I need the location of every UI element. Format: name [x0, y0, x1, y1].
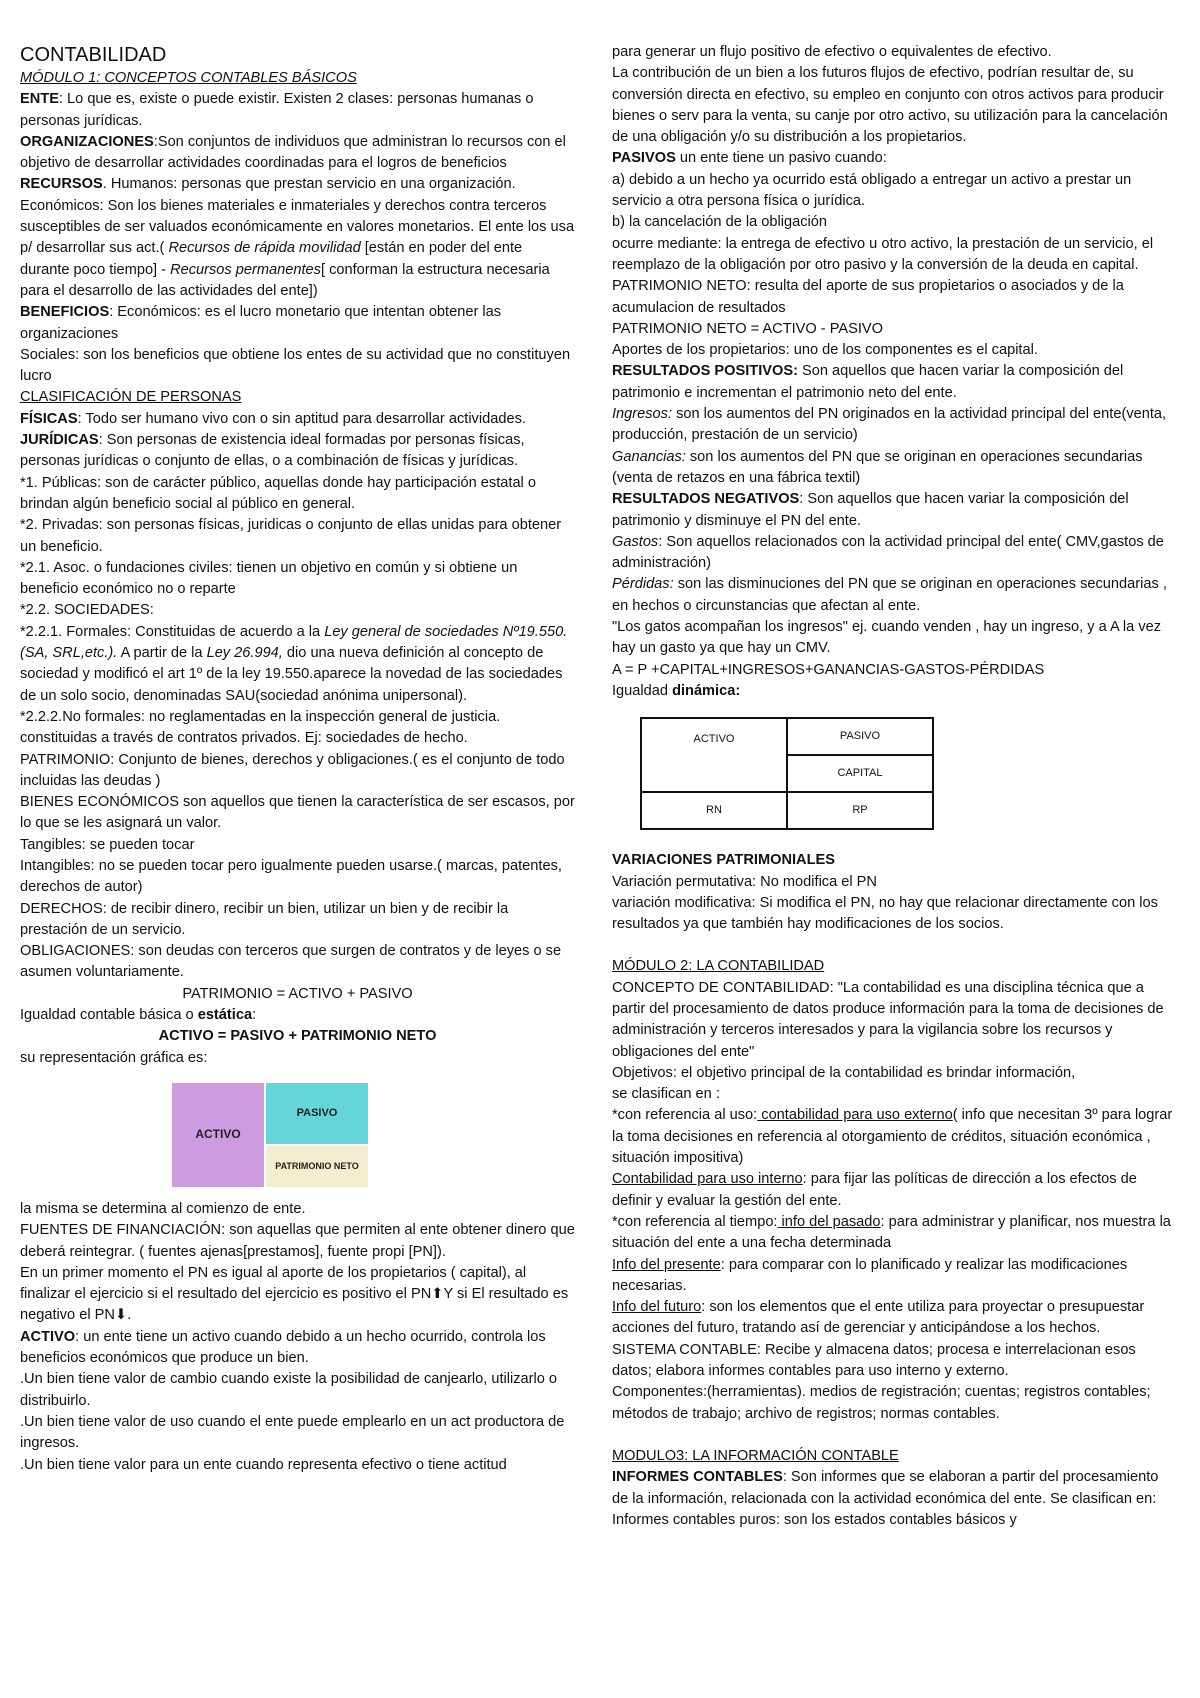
pn-formula: PATRIMONIO NETO = ACTIVO - PASIVO — [612, 320, 883, 337]
diagram-activo: ACTIVO — [172, 1083, 264, 1187]
derechos-paragraph: DERECHOS: de recibir dinero, recibir un bien, utilizar un bien y de recibir la prestación de un servicio. — [20, 900, 509, 938]
tangibles-paragraph: Tangibles: se pueden tocar — [20, 836, 195, 853]
fisicas-paragraph — [20, 409, 575, 430]
valor-cambio-paragraph: .Un bien tiene valor de cambio cuando existe la posibilidad de canjearlo, utilizarlo o distribuirlo. — [20, 1371, 558, 1409]
text: : Son aquellos relacionados con la actividad principal del ente( CMV,gastos de administración) — [612, 533, 1164, 572]
text: ( info que necesitan 3º para lograr la toma decisiones en referencia al otorgamiento de créditos, situación económica , situación impositiva) — [612, 1107, 1173, 1167]
term: info del pasado — [777, 1213, 881, 1230]
text: : para comparar con lo planificado y realizar las modificaciones necesarias. — [612, 1256, 1128, 1294]
term: Ganancias: — [612, 448, 686, 465]
text: : para fijar las políticas de dirección a los efectos de definir y evaluar la gestión del ente. — [612, 1171, 1137, 1209]
text: : Lo que es, existe o puede existir. Existen 2 clases: personas humanas o personas jurídicas. — [20, 91, 534, 129]
sistema-paragraph: SISTEMA CONTABLE: Recibe y almacena datos; procesa e interrelacionan esos datos; elabora informes contables para uso interno y externo. — [612, 1341, 1136, 1380]
term: INFORMES CONTABLES — [612, 1469, 783, 1486]
term: Pérdidas: — [612, 576, 674, 593]
text: : Son personas de existencia ideal formadas por personas físicas, personas jurídicas o conjunto de ellas, o a combinación de físicas y jurídicas. — [20, 432, 525, 470]
objetivos-paragraph: Objetivos: el objetivo principal de la contabilidad es brindar información, — [612, 1064, 1076, 1081]
informes-puros-paragraph: Informes contables puros: son los estados contables básicos y — [612, 1511, 1017, 1528]
misma-paragraph: la misma se determina al comienzo de ente. — [20, 1200, 306, 1217]
aportes-paragraph: Aportes de los propietarios: uno de los componentes es el capital. — [612, 342, 1038, 359]
term: FÍSICAS — [20, 410, 78, 427]
text: [están en poder del ente durante poco tiempo] - — [20, 240, 523, 278]
term: BENEFICIOS — [20, 304, 110, 321]
module-1-heading: MÓDULO 1: CONCEPTOS CONTABLES BÁSICOS — [20, 70, 357, 86]
info-pasado-paragraph — [612, 1212, 1178, 1255]
text: *con referencia al uso: — [612, 1107, 758, 1124]
term: ENTE — [20, 91, 59, 108]
igualdad-estatica — [20, 1005, 575, 1026]
diagram-pasivo: PASIVO — [266, 1083, 368, 1144]
informes-paragraph — [612, 1467, 1178, 1510]
term: ORGANIZACIONES — [20, 133, 154, 150]
formales-paragraph — [20, 622, 575, 707]
continuation-line: para generar un flujo positivo de efectivo o equivalentes de efectivo. — [612, 44, 1052, 60]
primer-momento-paragraph: En un primer momento el PN es igual al aporte de los propietarios ( capital), al finalizar el ejercicio si el resultado del ejercicio es positivo el PN⬆Y si El resultado es negativo el PN⬇. — [20, 1264, 569, 1324]
componentes-paragraph: Componentes:(herramientas). medios de registración; cuentas; registros contables; métodos de trabajo; archivo de registros; normas contables. — [612, 1384, 1151, 1422]
variaciones-heading: VARIACIONES PATRIMONIALES — [612, 852, 835, 869]
text: . Humanos: personas que prestan servicio en una organización. Económicos: Son los bienes materiales e inmateriales y derechos contra terceros susceptibles de ser valuados económicamente en valores monetarios. El ente los usa p/ desarrollar sus act.( — [20, 176, 575, 257]
dynamic-equality-table — [640, 717, 934, 830]
text: : Todo ser humano vivo con o sin aptitud para desarrollar actividades. — [77, 410, 526, 427]
info-presente-paragraph — [612, 1255, 1178, 1298]
text: *con referencia al tiempo: — [612, 1213, 778, 1230]
cell-rn: RN — [641, 792, 787, 829]
organizaciones-paragraph — [20, 132, 575, 175]
sociedades-paragraph: *2.2. SOCIEDADES: — [20, 602, 154, 619]
text: dio una nueva definición al concepto de sociedad y modificó el art 1º de la ley 19.550.aparece la novedad de las sociedades de un solo socio, denominadas SAU(sociedad anónima unipersonal). — [20, 645, 563, 704]
text: un ente tiene un pasivo cuando: — [675, 150, 887, 167]
cell-capital: CAPITAL — [787, 755, 933, 792]
text: :Son conjuntos de individuos que administran lo recursos con el objetivo de desarrollar actividades coordinadas para el logros de beneficios — [20, 133, 566, 172]
term: dinámica: — [672, 682, 741, 699]
ganancias-paragraph — [612, 447, 1178, 490]
bienes-paragraph: BIENES ECONÓMICOS son aquellos que tienen la característica de ser escasos, por lo que se les asignará un valor. — [20, 794, 575, 832]
gastos-paragraph — [612, 532, 1178, 575]
text: son las disminuciones del PN que se originan en operaciones secundarias , en hechos o circunstancias que afectan al ente. — [612, 576, 1167, 614]
text: : Son aquellos que hacen variar la composición del patrimonio y disminuye el PN del ente. — [612, 491, 1129, 529]
valor-paragraph: .Un bien tiene valor para un ente cuando representa efectivo o tiene actitud — [20, 1456, 507, 1473]
beneficios-paragraph — [20, 302, 575, 345]
ente-paragraph — [20, 89, 575, 132]
formula-patrimonio: PATRIMONIO = ACTIVO + PASIVO — [182, 985, 413, 1002]
uso-interno-paragraph — [612, 1169, 1178, 1212]
pasivos-b: b) la cancelación de la obligación — [612, 214, 827, 231]
ingresos-paragraph — [612, 404, 1178, 447]
text: Igualdad — [612, 682, 673, 699]
term: Info del futuro — [612, 1299, 702, 1316]
text: *2.2.1. Formales: Constituidas de acuerdo a la — [20, 623, 325, 640]
clasifican-line: se clasifican en : — [612, 1086, 720, 1103]
document-title: CONTABILIDAD — [20, 44, 167, 66]
formula-estatica: ACTIVO = PASIVO + PATRIMONIO NETO — [158, 1028, 437, 1045]
resultados-negativos-paragraph — [612, 489, 1178, 532]
equity-diagram — [172, 1083, 368, 1187]
igualdad-dinamica — [612, 681, 1178, 702]
obligaciones-paragraph: OBLIGACIONES: son deudas con terceros que surgen de contratos y de leyes o se asumen voluntariamente. — [20, 943, 562, 981]
term: Ingresos: — [612, 406, 673, 423]
term: RESULTADOS NEGATIVOS — [612, 491, 800, 508]
patrimonio-paragraph: PATRIMONIO: Conjunto de bienes, derechos y obligaciones.( es el conjunto de todo incluidas las deudas ) — [20, 751, 565, 789]
activo-paragraph — [20, 1327, 575, 1370]
term: PASIVOS — [612, 150, 676, 167]
asociaciones-paragraph: *2.1. Asoc. o fundaciones civiles: tienen un objetivo en común y si obtiene un beneficio económico no o reparte — [20, 559, 518, 598]
text: son los aumentos del PN originados en la actividad principal del ente(venta, producción, prestación de un servicio) — [612, 406, 1167, 444]
variacion-modificativa: variación modificativa: Si modifica el PN, no hay que relacionar directamente con los resultados ya que también hay modificaciones de los socios. — [612, 894, 1158, 933]
text: Igualdad contable básica o — [20, 1007, 198, 1024]
text: Recursos de rápida movilidad — [168, 240, 361, 257]
publicas-paragraph: *1. Públicas: son de carácter público, aquellas donde hay participación estatal o brindan algún beneficio social al público en general. — [20, 474, 536, 512]
variacion-permutativa: Variación permutativa: No modifica el PN — [612, 873, 877, 890]
term: ACTIVO — [20, 1328, 76, 1345]
term: estática — [197, 1007, 253, 1024]
text: : Económicos: es el lucro monetario que intentan obtener las organizaciones — [20, 304, 502, 342]
gatos-paragraph: "Los gatos acompañan los ingresos" ej. cuando venden , hay un ingreso, y a A la vez hay un gasto ya que hay un CMV. — [612, 619, 1162, 657]
formula-dinamica: A = P +CAPITAL+INGRESOS+GANANCIAS-GASTOS-PÉRDIDAS — [612, 661, 1045, 678]
module-2-heading: MÓDULO 2: LA CONTABILIDAD — [612, 958, 825, 975]
recursos-paragraph — [20, 174, 575, 302]
text: A partir de la — [117, 645, 207, 662]
no-formales-paragraph: *2.2.2.No formales: no reglamentadas en la inspección general de justicia. constituidas a través de contratos privados. Ej: sociedades de hecho. — [20, 708, 501, 747]
text: Ley general de sociedades Nº19.550. (SA, SRL,etc.). — [20, 623, 568, 662]
text: : — [252, 1007, 257, 1024]
contribucion-paragraph: La contribución de un bien a los futuros flujos de efectivo, podrían resultar de, su conversión directa en efectivo, su empleo en conjunto con otros activos para producir bienes o serv para la venta, su canje por otro activo, su utilización para la cancelación de una obligación y/o su distribución a los propietarios. — [612, 65, 1168, 146]
juridicas-paragraph — [20, 430, 575, 473]
text: Recursos permanentes — [170, 261, 321, 278]
text: : son los elementos que el ente utiliza para proyectar o presupuestar acciones del futuro, tratando así de gerenciar y anticipándose a los hechos. — [612, 1299, 1145, 1337]
clasificacion-heading: CLASIFICACIÓN DE PERSONAS — [20, 389, 242, 406]
term: Contabilidad para uso interno — [612, 1171, 803, 1188]
left-column — [20, 42, 575, 1476]
fuentes-paragraph: FUENTES DE FINANCIACIÓN: son aquellas que permiten al ente obtener dinero que deberá reintegrar. ( fuentes ajenas[prestamos], fuente propi [PN]). — [20, 1222, 575, 1260]
info-futuro-paragraph — [612, 1297, 1178, 1340]
text: : Son informes que se elaboran a partir del procesamiento de la información, relacionada con la actividad económica del ente. Se clasifican en: — [612, 1469, 1159, 1507]
intangibles-paragraph: Intangibles: no se pueden tocar pero igualmente pueden usarse.( marcas, patentes, derechos de autor) — [20, 857, 562, 896]
module-3-heading: MODULO3: LA INFORMACIÓN CONTABLE — [612, 1447, 899, 1464]
concepto-paragraph: CONCEPTO DE CONTABILIDAD: "La contabilidad es una disciplina técnica que a partir del procesamiento de datos produce información para la toma de decisiones de administración y terceros interesados y para la vigilancia sobre los recursos y obligaciones del ente" — [612, 979, 1164, 1060]
term: Info del presente — [612, 1256, 721, 1273]
right-column — [612, 42, 1178, 1531]
diagram-patrimonio-neto: PATRIMONIO NETO — [266, 1146, 368, 1187]
term: contabilidad para uso externo — [757, 1107, 953, 1124]
term: Gastos — [612, 533, 659, 550]
text: [ conforman la estructura necesaria para el desarrollo de las actividades del ente]) — [20, 261, 550, 299]
term: JURÍDICAS — [20, 432, 99, 449]
pasivos-a: a) debido a un hecho ya ocurrido está obligado a entregar un activo a prestar un servicio a otra persona física o jurídica. — [612, 171, 1132, 210]
uso-externo-paragraph — [612, 1105, 1178, 1169]
representacion-text: su representación gráfica es: — [20, 1049, 208, 1066]
text: : un ente tiene un activo cuando debido a un hecho ocurrido, controla los beneficios económicos que produce un bien. — [20, 1328, 546, 1367]
text: Son aquellos que hacen variar la composición del patrimonio e incrementan el patrimonio neto del ente. — [612, 363, 1124, 401]
valor-uso-paragraph: .Un bien tiene valor de uso cuando el ente puede emplearlo en un act productora de ingresos. — [20, 1413, 565, 1452]
sociales-paragraph: Sociales: son los beneficios que obtiene los entes de su actividad que no constituyen lucro — [20, 346, 571, 385]
resultados-positivos-paragraph — [612, 361, 1178, 404]
text: son los aumentos del PN que se originan en operaciones secundarias (venta de retazos en una fábrica textil) — [612, 448, 1143, 486]
pasivos-paragraph — [612, 148, 1178, 169]
cell-pasivo: PASIVO — [787, 718, 933, 755]
privadas-paragraph: *2. Privadas: son personas físicas, juridicas o conjunto de ellas unidas para obtener un beneficio. — [20, 517, 562, 555]
pn-paragraph: PATRIMONIO NETO: resulta del aporte de sus propietarios o asociados y de la acumulacion de resultados — [612, 278, 1124, 316]
cell-rp: RP — [787, 792, 933, 829]
perdidas-paragraph — [612, 574, 1178, 617]
cell-activo: ACTIVO — [641, 718, 787, 792]
text: Ley 26.994, — [206, 645, 283, 662]
term: RECURSOS — [20, 176, 103, 193]
term: RESULTADOS POSITIVOS: — [612, 363, 798, 380]
text: : para administrar y planificar, nos muestra la situación del ente a una fecha determinada — [612, 1213, 1171, 1252]
pasivos-c: ocurre mediante: la entrega de efectivo u otro activo, la prestación de un servicio, el reemplazo de la obligación por otro pasivo y la conversión de la deuda en capital. — [612, 235, 1154, 273]
